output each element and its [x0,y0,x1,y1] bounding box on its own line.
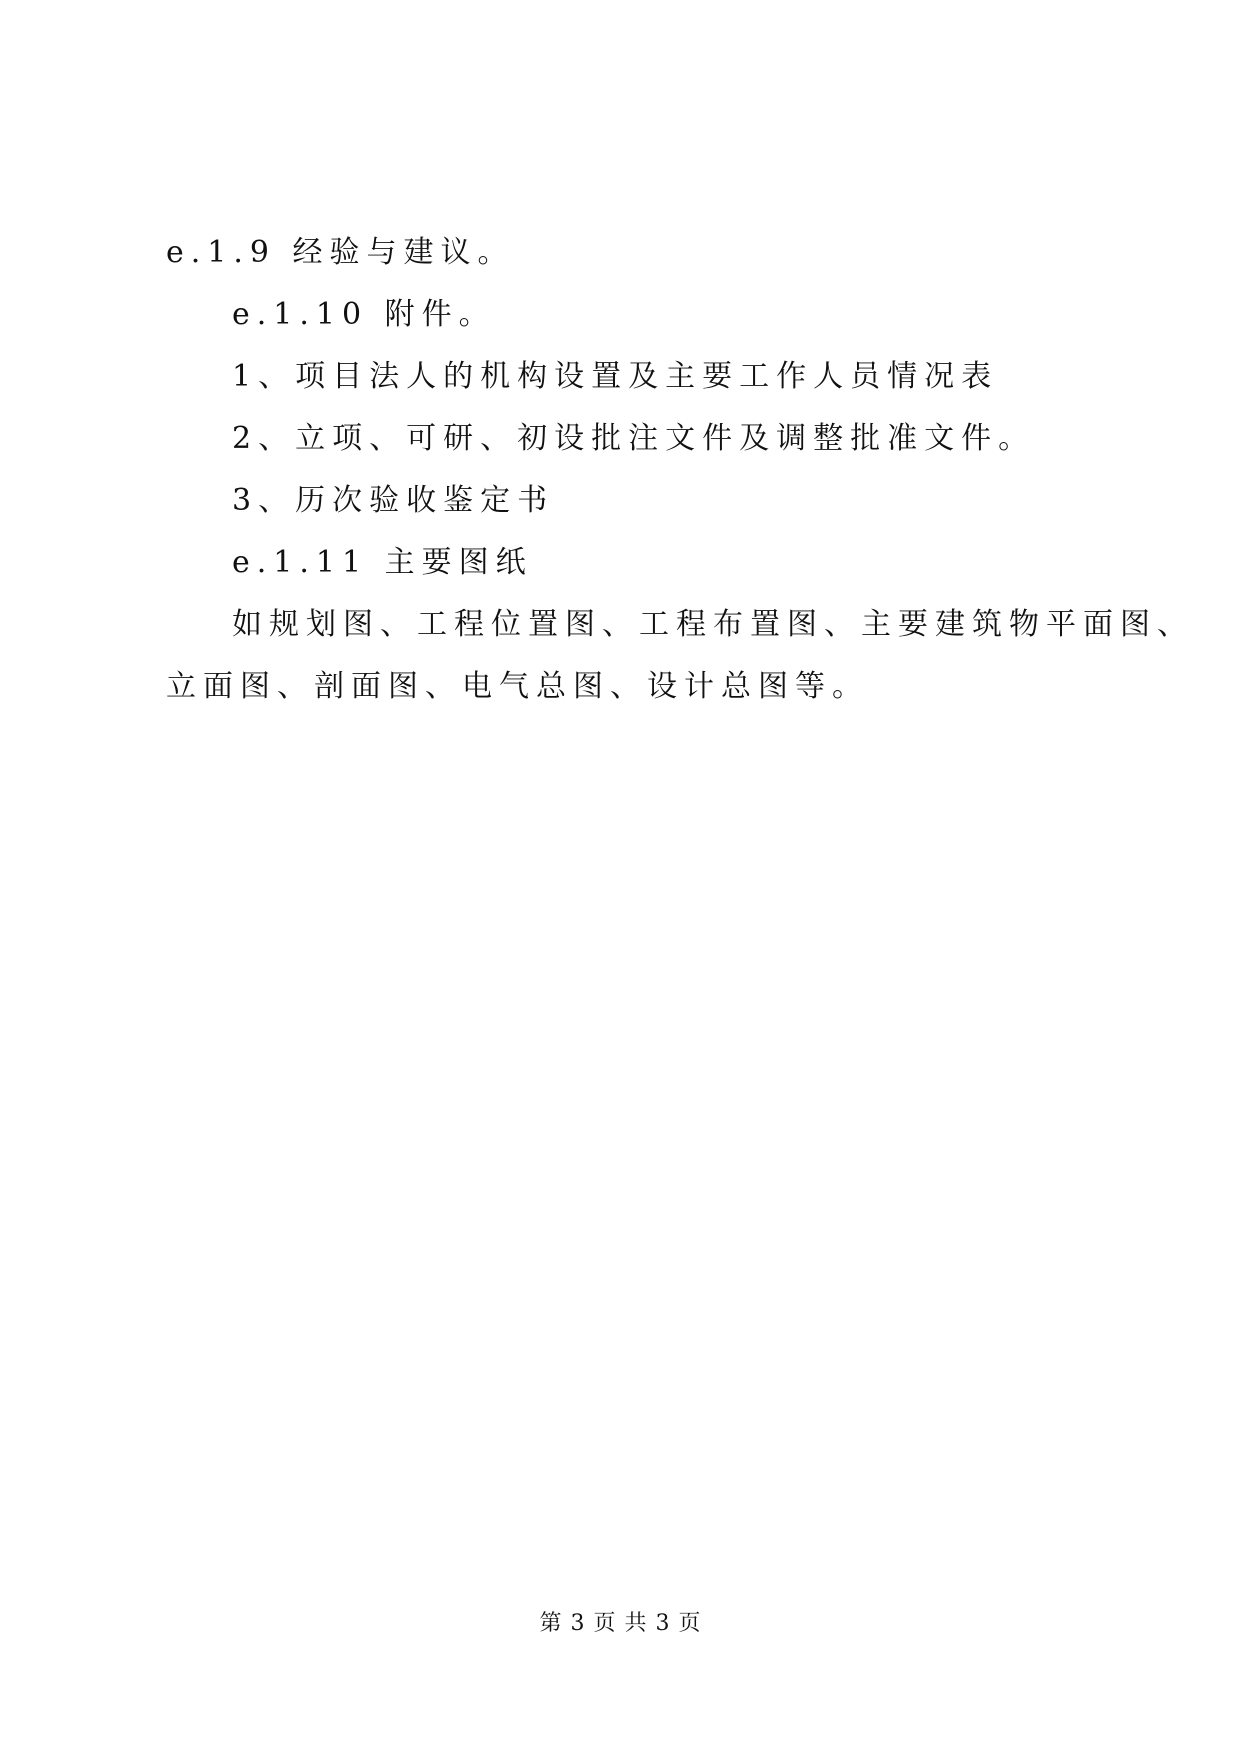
drawings-paragraph-line-2: 立面图、剖面图、电气总图、设计总图等。 [166,669,869,704]
section-heading-e-1-10: e.1.10 附件。 [232,297,496,332]
attachment-item-1: 1、项目法人的机构设置及主要工作人员情况表 [232,359,999,394]
document-body [166,222,1194,718]
drawings-paragraph-line-1: 如规划图、工程位置图、工程布置图、主要建筑物平面图、 [232,607,1194,642]
page-number-footer: 第 3 页 共 3 页 [539,1611,702,1636]
attachment-item-3: 3、历次验收鉴定书 [232,483,555,518]
section-heading-e-1-11: e.1.11 主要图纸 [232,545,533,580]
attachment-item-2: 2、立项、可研、初设批注文件及调整批准文件。 [232,421,1036,456]
section-heading-e-1-9: e.1.9 经验与建议。 [166,235,515,270]
